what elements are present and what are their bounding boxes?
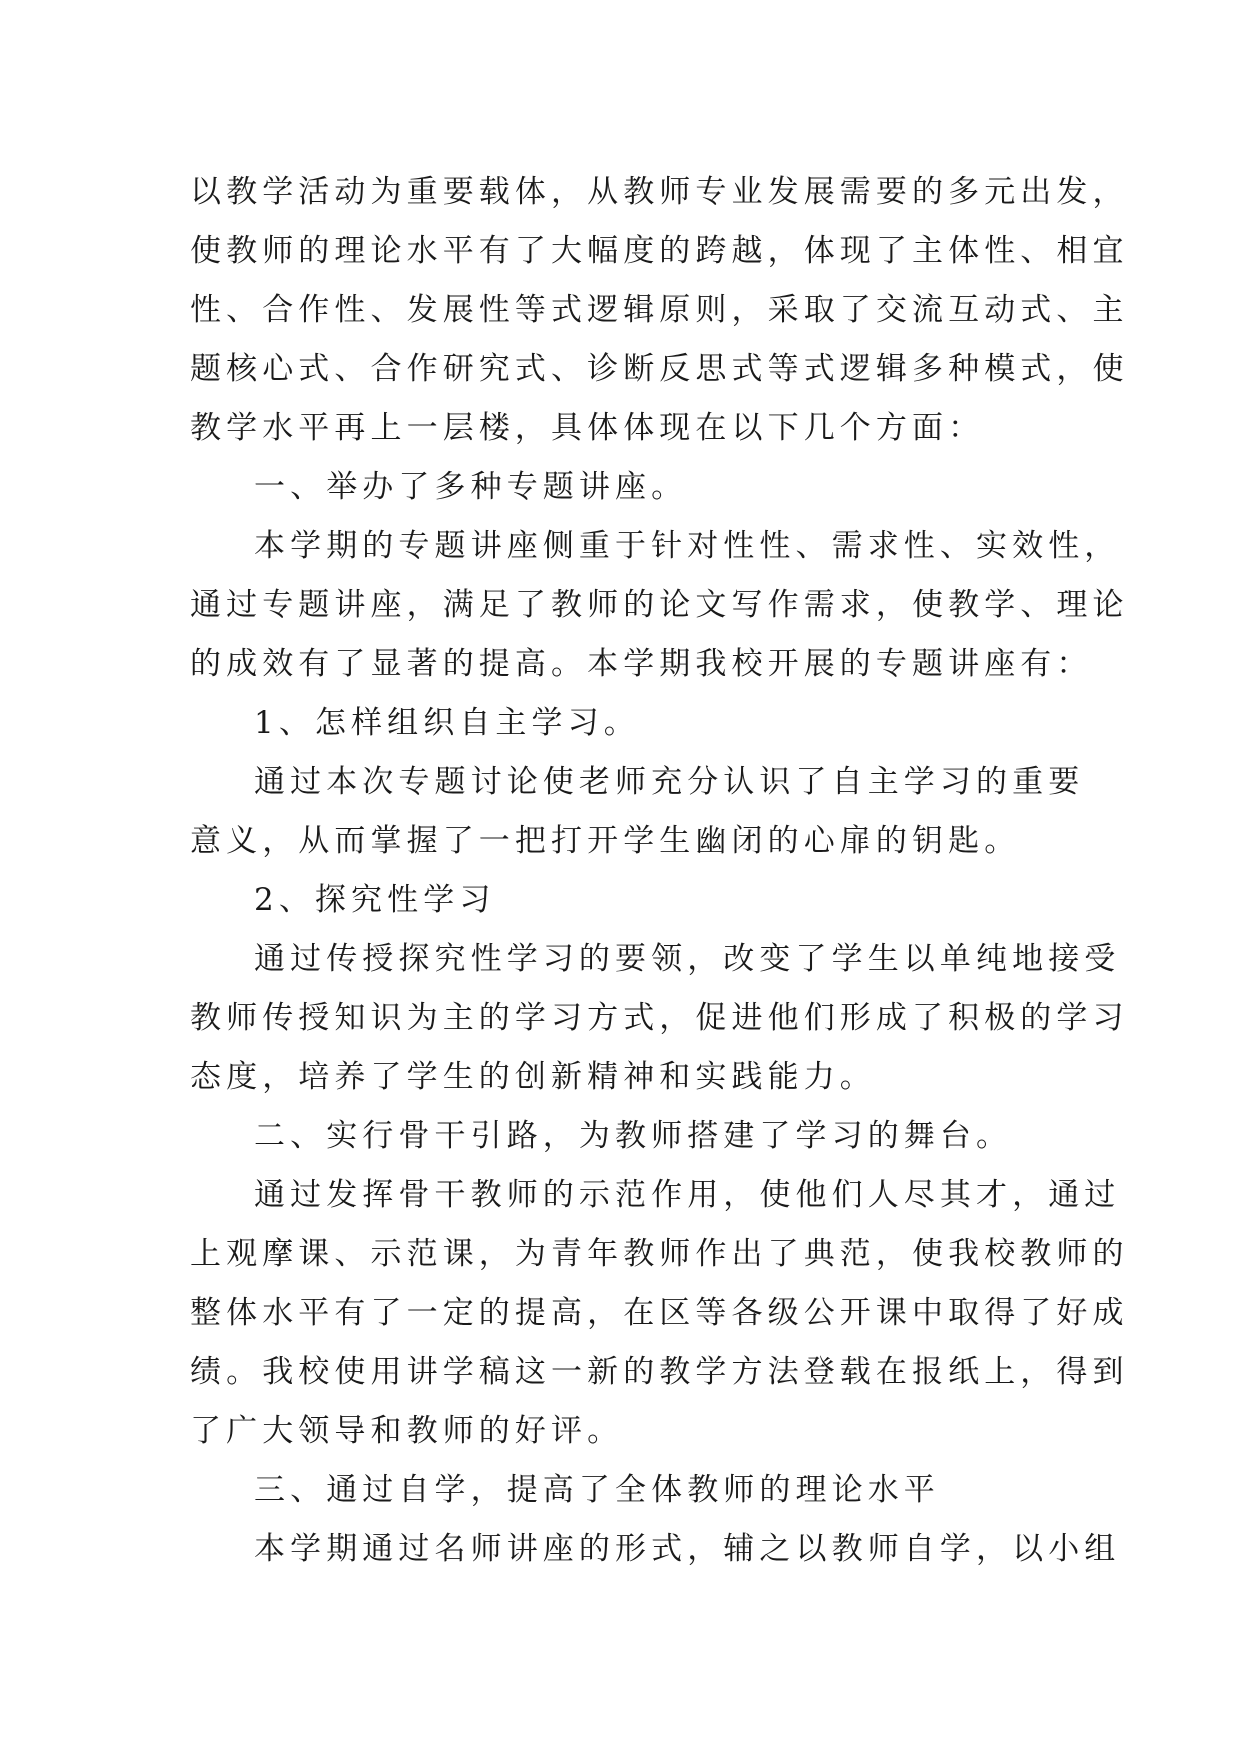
text-line: 绩。我校使用讲学稿这一新的教学方法登载在报纸上，得到 xyxy=(190,1354,1129,1390)
text-line: 的成效有了显著的提高。本学期我校开展的专题讲座有： xyxy=(190,646,1093,682)
text-line: 通过发挥骨干教师的示范作用，使他们人尽其才，通过 xyxy=(254,1177,1121,1213)
text-line: 题核心式、合作研究式、诊断反思式等式逻辑多种模式，使 xyxy=(190,351,1129,387)
text-line: 教学水平再上一层楼，具体体现在以下几个方面： xyxy=(190,410,985,446)
text-line: 本学期的专题讲座侧重于针对性性、需求性、实效性， xyxy=(254,528,1121,564)
document-body xyxy=(190,163,1129,1579)
subsection-heading: 2、探究性学习 xyxy=(254,882,496,918)
text-line: 整体水平有了一定的提高，在区等各级公开课中取得了好成 xyxy=(190,1295,1129,1331)
section-heading: 三、通过自学，提高了全体教师的理论水平 xyxy=(254,1472,940,1508)
text-line: 以教学活动为重要载体，从教师专业发展需要的多元出发， xyxy=(190,174,1129,210)
text-line: 性、合作性、发展性等式逻辑原则，采取了交流互动式、主 xyxy=(190,292,1129,328)
subsection-heading: 1、怎样组织自主学习。 xyxy=(254,705,640,741)
text-line: 本学期通过名师讲座的形式，辅之以教师自学，以小组 xyxy=(254,1531,1121,1567)
text-line: 了广大领导和教师的好评。 xyxy=(190,1413,624,1449)
section-heading: 二、实行骨干引路，为教师搭建了学习的舞台。 xyxy=(254,1118,1013,1154)
text-line: 意义，从而掌握了一把打开学生幽闭的心扉的钥匙。 xyxy=(190,823,1021,859)
text-line: 通过本次专题讨论使老师充分认识了自主学习的重要 xyxy=(254,764,1085,800)
text-line: 态度，培养了学生的创新精神和实践能力。 xyxy=(190,1059,876,1095)
text-line: 教师传授知识为主的学习方式，促进他们形成了积极的学习 xyxy=(190,1000,1129,1036)
text-line: 上观摩课、示范课，为青年教师作出了典范，使我校教师的 xyxy=(190,1236,1129,1272)
text-line: 通过传授探究性学习的要领，改变了学生以单纯地接受 xyxy=(254,941,1121,977)
text-line: 通过专题讲座，满足了教师的论文写作需求，使教学、理论 xyxy=(190,587,1129,623)
text-line: 使教师的理论水平有了大幅度的跨越，体现了主体性、相宜 xyxy=(190,233,1129,269)
section-heading: 一、举办了多种专题讲座。 xyxy=(254,469,688,505)
